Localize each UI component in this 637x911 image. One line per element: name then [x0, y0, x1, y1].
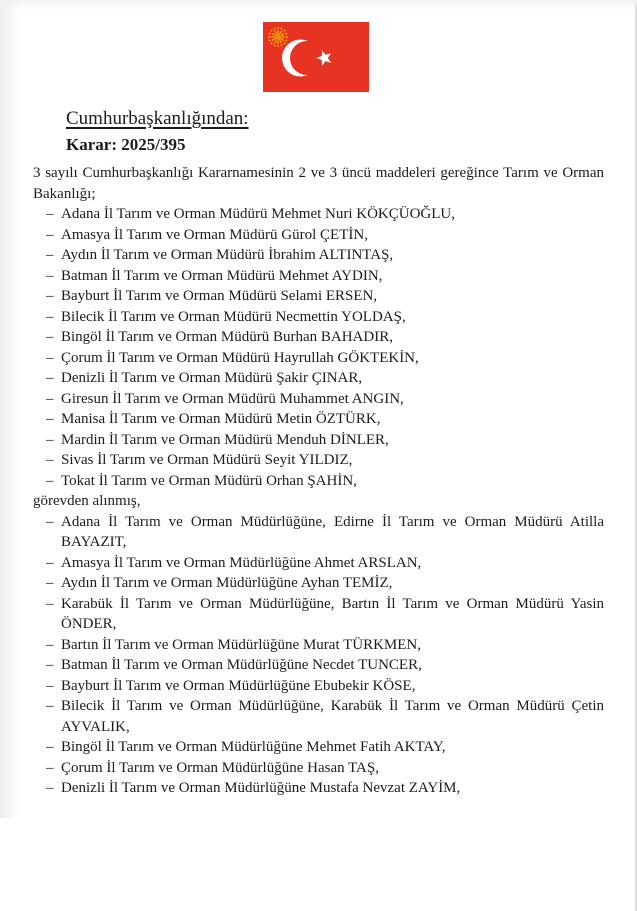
decree-list-item: [33, 696, 604, 737]
dash-marker: –: [46, 288, 54, 304]
dash-marker: –: [46, 267, 54, 284]
list-item-text: Adana İl Tarım ve Orman Müdürü Mehmet Nuri KÖKÇÜOĞLU,: [61, 206, 456, 222]
decree-list-item: [33, 553, 604, 574]
dash-marker: –: [46, 636, 54, 653]
decree-list-item: [33, 409, 604, 430]
list-item-text: Aydın İl Tarım ve Orman Müdürlüğüne Ayhan TEMİZ,: [61, 575, 393, 591]
dash-marker: –: [46, 370, 54, 386]
dismissal-closing-text: görevden alınmış,: [33, 493, 141, 509]
list-item-text: Bingöl İl Tarım ve Orman Müdürlüğüne Mehmet Fatih AKTAY,: [61, 739, 446, 755]
decree-list-item: [33, 594, 604, 635]
dash-marker: –: [46, 329, 54, 345]
list-item-text: Denizli İl Tarım ve Orman Müdürlüğüne Mustafa Nevzat ZAYİM,: [61, 780, 461, 796]
flag-area: [0, 0, 637, 92]
list-item-text: Bartın İl Tarım ve Orman Müdürlüğüne Murat TÜRKMEN,: [61, 636, 422, 653]
dash-marker: –: [46, 657, 54, 673]
decision-number: Karar: 2025/395: [66, 135, 186, 154]
decree-list-item: [33, 737, 604, 758]
dash-marker: –: [46, 575, 54, 591]
list-item-text: Sivas İl Tarım ve Orman Müdürü Seyit YILDIZ,: [61, 452, 353, 468]
dash-marker: –: [46, 349, 54, 366]
appointed-officials-list: [33, 512, 604, 799]
dash-marker: –: [46, 411, 54, 427]
dash-marker: –: [46, 759, 54, 776]
list-item-text: Mardin İl Tarım ve Orman Müdürü Menduh DİNLER,: [61, 431, 389, 448]
list-item-text: Bayburt İl Tarım ve Orman Müdürü Selami ERSEN,: [61, 288, 378, 304]
dismissed-officials-list: [33, 204, 604, 491]
dash-marker: –: [46, 431, 54, 448]
dash-marker: –: [46, 739, 54, 755]
decree-list-item: [33, 635, 604, 656]
turkish-presidential-flag-icon: [263, 22, 369, 92]
dash-marker: –: [46, 206, 54, 222]
dash-marker: –: [46, 390, 54, 407]
dash-marker: –: [46, 677, 54, 694]
list-item-text: Amasya İl Tarım ve Orman Müdürlüğüne Ahmet ARSLAN,: [61, 554, 422, 571]
decree-list-item: [33, 778, 604, 799]
decree-list-item: [33, 204, 604, 225]
list-item-text: Bingöl İl Tarım ve Orman Müdürü Burhan BAHADIR,: [61, 329, 393, 345]
list-item-text: Bilecik İl Tarım ve Orman Müdürlüğüne, Karabük İl Tarım ve Orman Müdürü Çetin AYVALIK,: [61, 698, 604, 735]
list-item-text: Çorum İl Tarım ve Orman Müdürü Hayrullah GÖKTEKİN,: [61, 349, 419, 366]
dash-marker: –: [46, 226, 54, 243]
list-item-text: Adana İl Tarım ve Orman Müdürlüğüne, Edirne İl Tarım ve Orman Müdürü Atilla BAYAZIT,: [61, 513, 604, 550]
list-item-text: Manisa İl Tarım ve Orman Müdürü Metin ÖZTÜRK,: [61, 411, 381, 427]
list-item-text: Denizli İl Tarım ve Orman Müdürü Şakir ÇINAR,: [61, 370, 363, 386]
issuing-authority-heading: Cumhurbaşkanlığından:: [66, 108, 249, 129]
intro-paragraph: 3 sayılı Cumhurbaşkanlığı Kararnamesinin 2 ve 3 üncü maddeleri gereğince Tarım ve Orman Bakanlığı;: [33, 165, 604, 202]
list-item-text: Batman İl Tarım ve Orman Müdürlüğüne Necdet TUNCER,: [61, 657, 422, 673]
decree-body: [0, 107, 637, 799]
list-item-text: Giresun İl Tarım ve Orman Müdürü Muhammet ANGIN,: [61, 390, 404, 407]
list-item-text: Batman İl Tarım ve Orman Müdürü Mehmet AYDIN,: [61, 267, 383, 284]
list-item-text: Tokat İl Tarım ve Orman Müdürü Orhan ŞAHİN,: [61, 472, 357, 489]
dash-marker: –: [46, 780, 54, 796]
list-item-text: Çorum İl Tarım ve Orman Müdürlüğüne Hasan TAŞ,: [61, 759, 379, 776]
decree-list-item: [33, 348, 604, 369]
dash-marker: –: [46, 698, 54, 714]
decree-list-item: [33, 225, 604, 246]
list-item-text: Aydın İl Tarım ve Orman Müdürü İbrahim ALTINTAŞ,: [61, 247, 394, 263]
list-item-text: Bayburt İl Tarım ve Orman Müdürlüğüne Ebubekir KÖSE,: [61, 677, 416, 694]
decree-list-item: [33, 245, 604, 266]
dash-marker: –: [46, 513, 54, 530]
decree-list-item: [33, 471, 604, 492]
decree-list-item: [33, 655, 604, 676]
decree-list-item: [33, 368, 604, 389]
decree-list-item: [33, 430, 604, 451]
decree-list-item: [33, 286, 604, 307]
decree-list-item: [33, 573, 604, 594]
list-item-text: Karabük İl Tarım ve Orman Müdürlüğüne, Bartın İl Tarım ve Orman Müdürü Yasin ÖNDER,: [61, 595, 604, 632]
dash-marker: –: [46, 472, 54, 489]
list-item-text: Amasya İl Tarım ve Orman Müdürü Gürol ÇETİN,: [61, 226, 368, 243]
dash-marker: –: [46, 554, 54, 571]
decree-list-item: [33, 512, 604, 553]
decree-list-item: [33, 266, 604, 287]
decree-list-item: [33, 307, 604, 328]
dash-marker: –: [46, 595, 54, 612]
dash-marker: –: [46, 247, 54, 263]
dash-marker: –: [46, 452, 54, 468]
decree-list-item: [33, 758, 604, 779]
decree-list-item: [33, 450, 604, 471]
dash-marker: –: [46, 308, 54, 325]
decree-list-item: [33, 327, 604, 348]
list-item-text: Bilecik İl Tarım ve Orman Müdürü Necmettin YOLDAŞ,: [61, 308, 406, 325]
decree-list-item: [33, 676, 604, 697]
decree-list-item: [33, 389, 604, 410]
